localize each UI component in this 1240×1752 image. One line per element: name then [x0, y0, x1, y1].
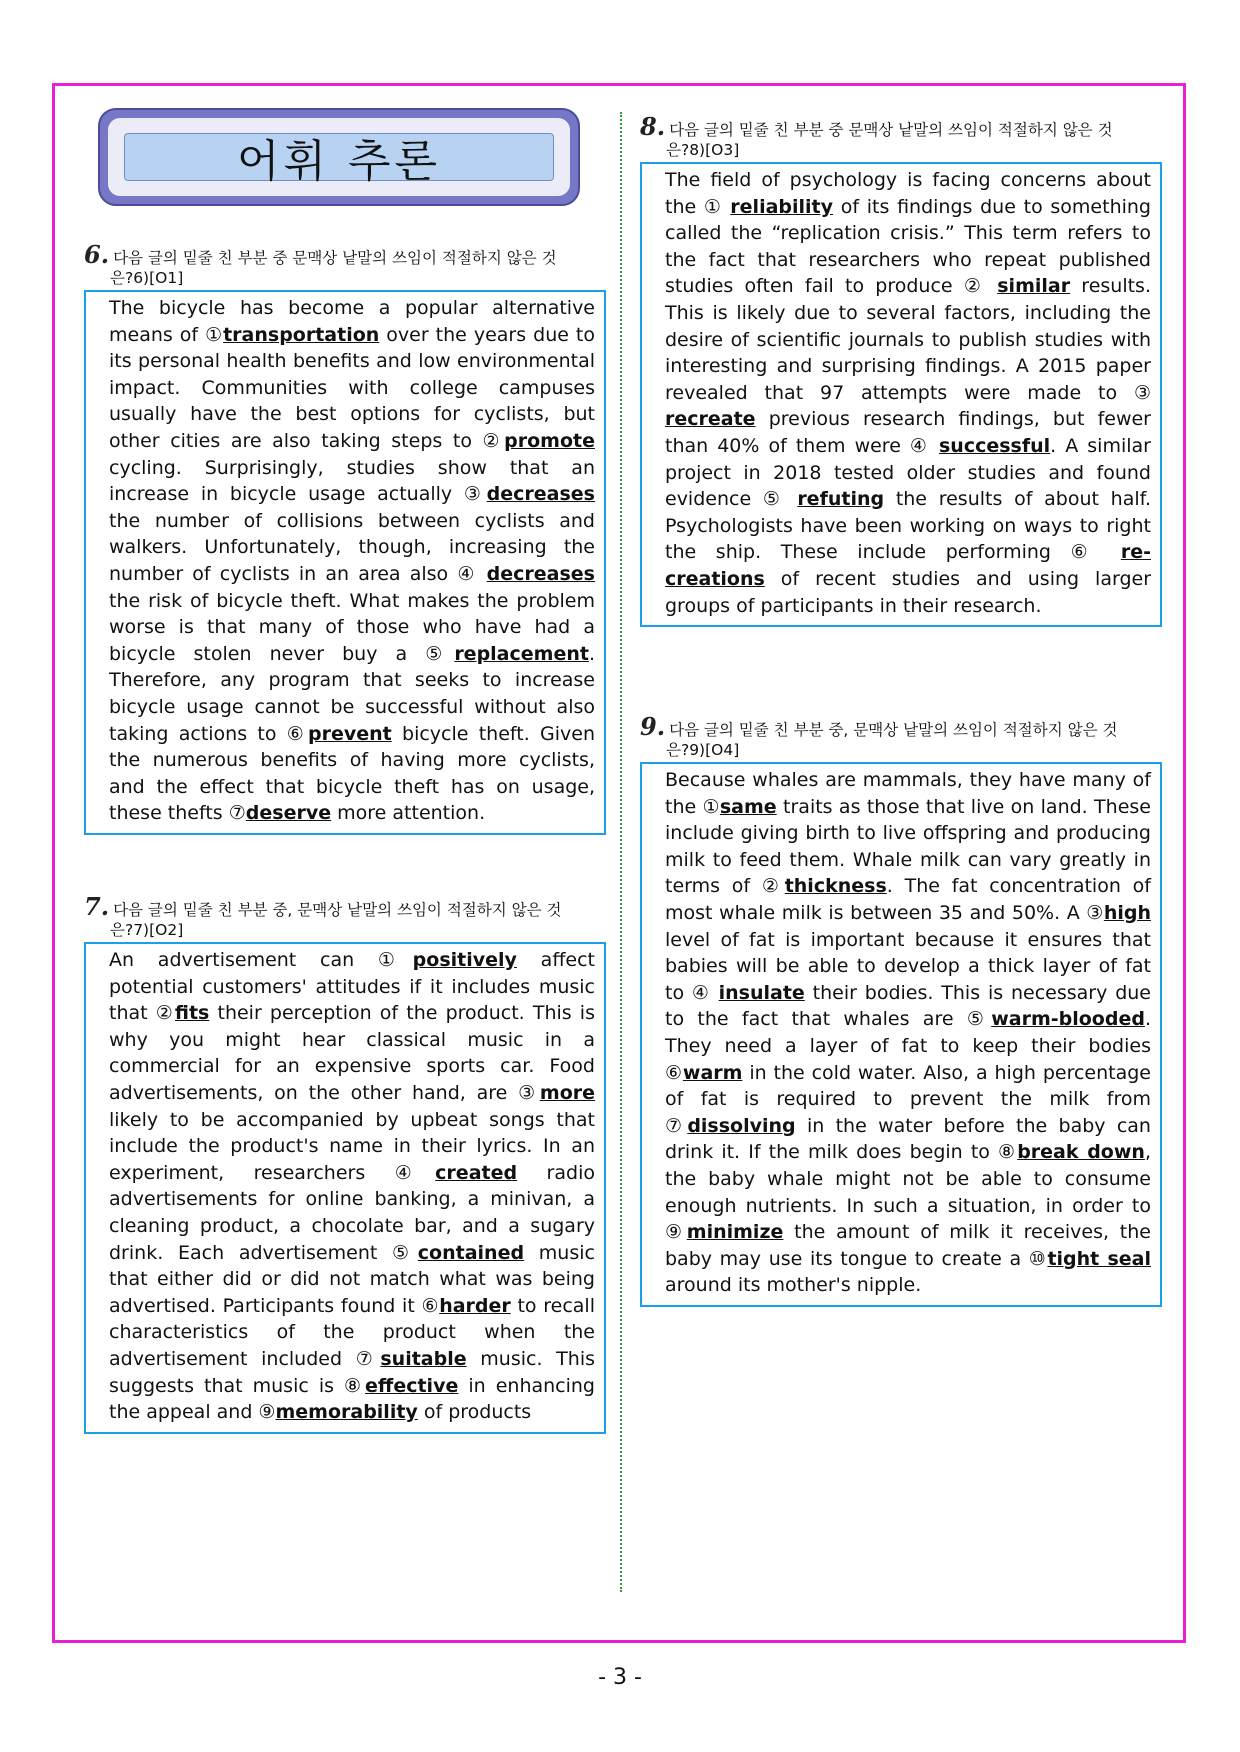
underlined-word: suitable — [380, 1347, 467, 1370]
underlined-word: refuting — [797, 488, 885, 511]
passage-segment: ⑤ — [966, 1008, 992, 1031]
passage-text — [95, 295, 595, 827]
underlined-word: decreases — [486, 483, 595, 506]
passage-segment: the results of about half. Psychologists have been working on ways to right the ship. These include performing ⑥ — [665, 488, 1151, 564]
underlined-word: reliability — [730, 195, 834, 218]
passage-segment: in the water before the baby can drink it. If the milk does begin to — [665, 1114, 1151, 1164]
question-6 — [84, 240, 606, 835]
passage-segment: their bodies. This is necessary due to the fact that whales are — [665, 981, 1151, 1031]
question-prompt: 다음 글의 밑줄 친 부분 중, 문맥상 낱말의 쓰임이 적절하지 않은 것 — [669, 721, 1118, 739]
passage-segment: of products — [417, 1401, 532, 1424]
passage-segment: . Therefore, any program that seeks to increase bicycle usage cannot be successful without also taking actions to — [109, 642, 595, 745]
passage-segment: over the years due to its personal health benefits and low environmental impact. Communities with college campuses usually have the best options for cyclists, but other cities are also taking steps to — [109, 323, 595, 452]
passage-segment: ⑨ — [665, 1221, 687, 1244]
passage-segment: the number of collisions between cyclists and walkers. Unfortunately, though, increasing the number of cyclists in an area also ④ — [109, 509, 595, 585]
underlined-word: similar — [997, 275, 1071, 298]
passage-segment: . The fat concentration of most whale milk is between 35 and 50%. A — [665, 875, 1151, 924]
underlined-word: tight seal — [1047, 1247, 1151, 1270]
underlined-word: harder — [439, 1294, 511, 1317]
underlined-word: minimize — [686, 1221, 784, 1244]
passage-box — [640, 762, 1162, 1307]
passage-segment: ③ — [463, 483, 487, 506]
passage-segment: The bicycle has become a popular alternative means of — [109, 297, 595, 346]
question-number: 9. — [640, 712, 666, 741]
question-header — [84, 892, 606, 940]
passage-segment: An advertisement can — [109, 949, 378, 971]
underlined-word: more — [539, 1081, 595, 1104]
passage-segment: ⑥ — [665, 1061, 683, 1084]
passage-segment: , the baby whale might not be able to consume enough nutrients. In such a situation, in order to — [665, 1141, 1151, 1217]
page-number: - 3 - — [598, 1665, 642, 1690]
passage-segment: . A similar project in 2018 tested older studies and found evidence ⑤ — [665, 434, 1151, 511]
passage-segment: of its findings due to something called the “replication crisis.” This term refers to the fact that researchers who repeat published studies often fail to produce ② — [665, 195, 1151, 298]
passage-segment: ⑨ — [258, 1401, 276, 1424]
column-divider — [620, 112, 622, 1592]
passage-segment: ⑥ — [421, 1294, 440, 1317]
question-prompt: 다음 글의 밑줄 친 부분 중, 문맥상 낱말의 쓰임이 적절하지 않은 것 — [113, 901, 562, 919]
question-9 — [640, 712, 1162, 1307]
passage-segment: ① — [205, 323, 224, 346]
question-prompt: 다음 글의 밑줄 친 부분 중 문맥상 낱말의 쓰임이 적절하지 않은 것 — [669, 121, 1113, 139]
question-8 — [640, 112, 1162, 627]
passage-segment: in enhancing the appeal and — [109, 1374, 595, 1424]
underlined-word: prevent — [308, 722, 392, 745]
passage-segment: Because whales are mammals, they have many of the — [665, 769, 1151, 818]
passage-box — [640, 162, 1162, 627]
passage-segment: ② — [482, 429, 505, 452]
underlined-word: decreases — [486, 562, 595, 585]
question-7 — [84, 892, 606, 1434]
passage-segment: their perception of the product. This is why you might hear classical music in a commercial for an expensive sports car. Food advertisements, on the other hand, are — [109, 1002, 595, 1104]
underlined-word: high — [1103, 901, 1151, 924]
passage-text — [651, 167, 1151, 619]
passage-segment: of recent studies and using larger groups of participants in their research. — [665, 567, 1151, 617]
passage-segment: ⑩ — [1028, 1247, 1048, 1270]
underlined-word: warm-blooded — [991, 1008, 1145, 1031]
passage-segment: around its mother's nipple. — [665, 1274, 922, 1297]
question-number: 6. — [84, 240, 110, 269]
underlined-word: deserve — [245, 802, 332, 825]
underlined-word: positively — [412, 949, 517, 971]
question-prompt: 다음 글의 밑줄 친 부분 중 문맥상 낱말의 쓰임이 적절하지 않은 것 — [113, 249, 557, 267]
underlined-word: memorability — [275, 1401, 418, 1424]
underlined-word: successful — [939, 434, 1051, 457]
passage-segment: cycling. Surprisingly, studies show that an increase in bicycle usage actually — [109, 456, 595, 506]
question-header — [640, 112, 1162, 160]
underlined-word: created — [435, 1161, 518, 1184]
question-number: 7. — [84, 892, 110, 921]
underlined-word: thickness — [784, 875, 887, 898]
underlined-word: replacement — [454, 642, 589, 665]
section-title: 어휘 추론 — [124, 133, 554, 181]
passage-segment: in the cold water. Also, a high percentage of fat is required to prevent the milk from — [665, 1061, 1151, 1111]
passage-segment: previous research findings, but fewer than 40% of them were ④ — [665, 408, 1151, 457]
passage-segment: ⑤ — [392, 1241, 418, 1264]
passage-segment: level of fat is important because it ensures that babies will be able to develop a thick layer of fat to ④ — [665, 928, 1151, 1004]
question-number: 8. — [640, 112, 666, 141]
passage-box — [84, 290, 606, 835]
passage-segment: ⑦ — [228, 802, 246, 825]
passage-box — [84, 942, 606, 1434]
question-prompt-tail: 은?6)[O1] — [110, 269, 184, 287]
passage-segment: affect potential customers' attitudes if it includes music that — [109, 949, 595, 1025]
question-header — [84, 240, 606, 288]
question-prompt-tail: 은?8)[O3] — [666, 141, 740, 159]
underlined-word: promote — [504, 429, 595, 452]
passage-segment: . They need a layer of fat to keep their bodies — [665, 1008, 1151, 1057]
underlined-word: transportation — [223, 323, 380, 346]
underlined-word: break down — [1017, 1141, 1145, 1164]
passage-segment: ④ — [394, 1161, 436, 1184]
underlined-word: same — [719, 795, 777, 818]
passage-segment: ⑦ — [355, 1347, 381, 1370]
passage-segment: ⑥ — [286, 722, 308, 745]
question-prompt-tail: 은?7)[O2] — [110, 921, 184, 939]
passage-segment: ⑤ — [425, 642, 455, 665]
passage-segment: ③ — [518, 1081, 540, 1104]
passage-segment: the risk of bicycle theft. What makes the problem worse is that many of those who have had a bicycle stolen never buy a — [109, 589, 595, 665]
underlined-word: re-creations — [665, 541, 1151, 590]
underlined-word: fits — [174, 1002, 210, 1025]
passage-segment: The field of psychology is facing concerns about the ① — [665, 169, 1151, 218]
passage-segment: music that either did or did not match what was being advertised. Participants found it — [109, 1241, 595, 1317]
passage-segment: ③ — [1086, 901, 1104, 924]
section-title-banner — [98, 108, 580, 206]
passage-segment: the amount of milk it receives, the baby may use its tongue to create a — [665, 1221, 1151, 1270]
underlined-word: insulate — [718, 981, 805, 1004]
passage-segment: more attention. — [331, 802, 486, 825]
passage-segment: ⑦ — [665, 1114, 688, 1137]
question-header — [640, 712, 1162, 760]
passage-segment: bicycle theft. Given the numerous benefits of having more cyclists, and the effect that bicycle theft has on usage, these thefts — [109, 722, 595, 825]
passage-segment: ① — [377, 949, 413, 971]
passage-segment: ① — [702, 795, 720, 818]
passage-segment: ⑧ — [344, 1374, 366, 1397]
passage-segment: traits as those that live on land. These include giving birth to live offspring and producing milk to feed them. Whale milk can vary greatly in terms of — [665, 795, 1151, 898]
passage-text — [651, 767, 1151, 1299]
passage-segment: music. This suggests that music is — [109, 1347, 595, 1397]
passage-segment: ② — [761, 875, 785, 898]
underlined-word: recreate — [665, 408, 756, 431]
section-title-frame — [108, 118, 570, 196]
passage-segment: to recall characteristics of the product when the advertisement included — [109, 1294, 595, 1370]
passage-segment: likely to be accompanied by upbeat songs that include the product's name in their lyrics. In an experiment, researchers — [109, 1108, 595, 1184]
passage-text — [95, 947, 595, 1426]
underlined-word: contained — [417, 1241, 525, 1264]
question-prompt-tail: 은?9)[O4] — [666, 741, 740, 759]
passage-segment: ⑧ — [998, 1141, 1018, 1164]
underlined-word: warm — [682, 1061, 743, 1084]
underlined-word: dissolving — [687, 1114, 796, 1137]
underlined-word: effective — [365, 1374, 459, 1397]
passage-segment: ② — [155, 1002, 175, 1025]
passage-segment: radio advertisements for online banking, a minivan, a cleaning product, a chocolate bar, and a sugary drink. Each advertisement — [109, 1161, 595, 1264]
passage-segment: results. This is likely due to several factors, including the desire of scientific journals to publish studies with interesting and surprising findings. A 2015 paper revealed that 97 attempts were made to ③ — [665, 275, 1151, 404]
